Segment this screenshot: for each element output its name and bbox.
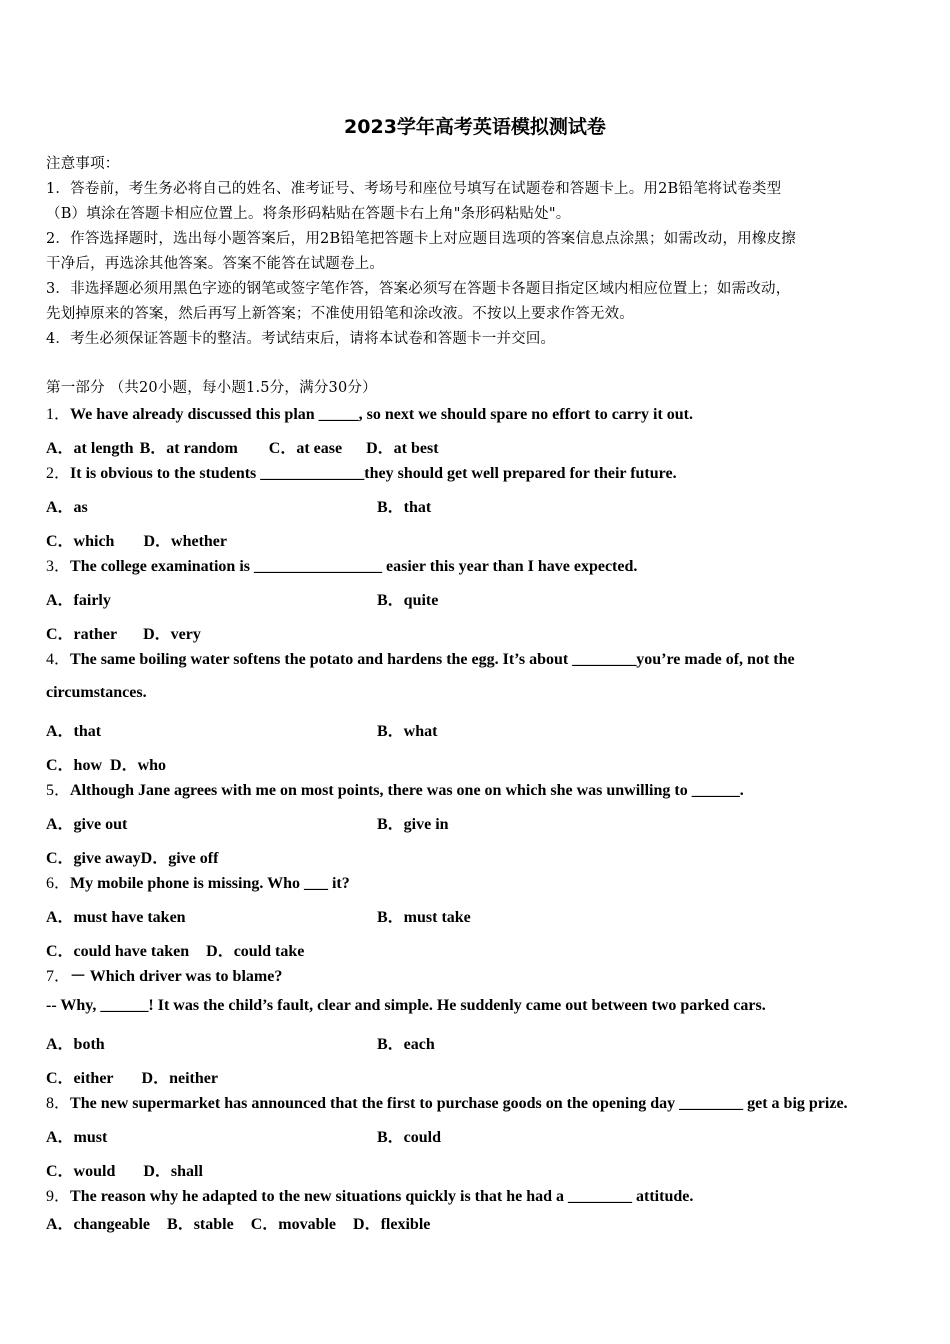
question-number: 8． xyxy=(46,1095,71,1112)
option-b[interactable]: B．each xyxy=(377,1036,435,1053)
option-c[interactable]: C．rather xyxy=(46,626,118,643)
question-5 xyxy=(46,777,926,800)
notice-line: 1．答卷前，考生务必将自己的姓名、准考证号、考场号和座位号填写在试题卷和答题卡上。用2B铅笔将试卷类型 xyxy=(46,181,782,197)
options-2-row1 xyxy=(46,494,926,517)
options-3-row1 xyxy=(46,587,926,610)
question-2 xyxy=(46,460,926,483)
question-number: 2． xyxy=(46,465,71,482)
option-d[interactable]: D．give off xyxy=(140,850,219,867)
option-b[interactable]: B．could xyxy=(377,1129,442,1146)
option-c[interactable]: C．could have taken xyxy=(46,943,190,960)
options-8-row1 xyxy=(46,1124,926,1147)
question-number: 3． xyxy=(46,558,71,575)
option-a[interactable]: A．fairly xyxy=(46,592,111,609)
options-4-row1 xyxy=(46,718,926,741)
option-a[interactable]: A．give out xyxy=(46,816,128,833)
option-d[interactable]: D．very xyxy=(143,626,201,643)
option-a[interactable]: A．must have taken xyxy=(46,909,186,926)
question-7 xyxy=(46,963,926,986)
option-b[interactable]: B．give in xyxy=(377,816,449,833)
notice-heading: 注意事项： xyxy=(46,156,120,172)
question-text: It is obvious to the students _____________they should get well prepared for their future. xyxy=(70,465,677,482)
option-d[interactable]: D．flexible xyxy=(353,1216,431,1233)
question-text: The same boiling water softens the potato and hardens the egg. It’s about ________you’re made of, not the xyxy=(70,651,795,668)
option-b[interactable]: B．quite xyxy=(377,592,439,609)
question-9 xyxy=(46,1183,926,1206)
option-a[interactable]: A．as xyxy=(46,499,88,516)
notice-line: 2．作答选择题时，选出每小题答案后，用2B铅笔把答题卡上对应题目选项的答案信息点涂黑；如需改动，用橡皮擦 xyxy=(46,231,797,247)
options-5-row2 xyxy=(46,845,926,868)
options-6-row2 xyxy=(46,938,926,961)
options-4-row2 xyxy=(46,752,926,775)
option-d[interactable]: D．neither xyxy=(141,1070,218,1087)
option-c[interactable]: C．give away xyxy=(46,850,141,867)
option-a[interactable]: A．must xyxy=(46,1129,108,1146)
question-text: － Which driver was to blame? xyxy=(70,968,283,985)
option-c[interactable]: C．would xyxy=(46,1163,116,1180)
notice-line: 干净后，再选涂其他答案。答案不能答在试题卷上。 xyxy=(46,256,385,272)
notice-line: 3．非选择题必须用黑色字迹的钢笔或签字笔作答，答案必须写在答题卡各题目指定区域内相应位置上；如需改动， xyxy=(46,281,791,297)
page-title: 2023学年高考英语模拟测试卷 xyxy=(344,116,606,138)
option-d[interactable]: D．shall xyxy=(143,1163,203,1180)
question-text: My mobile phone is missing. Who ___ it? xyxy=(70,875,350,892)
question-7-continued: -- Why, ______! It was the child’s fault, clear and simple. He suddenly came out between two parked cars. xyxy=(46,997,766,1014)
question-3 xyxy=(46,553,926,576)
question-text: The reason why he adapted to the new situations quickly is that he had a ________ attitude. xyxy=(70,1188,694,1205)
options-7-row2 xyxy=(46,1065,926,1088)
option-b[interactable]: B．at random xyxy=(139,440,238,457)
question-text: Although Jane agrees with me on most points, there was one on which she was unwilling to ______. xyxy=(70,782,744,799)
options-3-row2 xyxy=(46,621,926,644)
question-text: The new supermarket has announced that the first to purchase goods on the opening day ________ get a big prize. xyxy=(70,1095,848,1112)
option-a[interactable]: A．at length xyxy=(46,440,134,457)
question-4 xyxy=(46,646,926,669)
question-text: We have already discussed this plan _____, so next we should spare no effort to carry it out. xyxy=(70,406,693,423)
options-7-row1 xyxy=(46,1031,926,1054)
question-number: 4． xyxy=(46,651,71,668)
section-heading: 第一部分 （共20小题，每小题1.5分，满分30分） xyxy=(46,380,377,396)
option-c[interactable]: C．which xyxy=(46,533,115,550)
option-b[interactable]: B．that xyxy=(377,499,432,516)
option-a[interactable]: A．that xyxy=(46,723,102,740)
options-9 xyxy=(46,1211,926,1234)
options-5-row1 xyxy=(46,811,926,834)
option-d[interactable]: D．who xyxy=(110,757,167,774)
option-b[interactable]: B．stable xyxy=(167,1216,234,1233)
option-a[interactable]: A．both xyxy=(46,1036,105,1053)
question-4-continued: circumstances. xyxy=(46,684,147,701)
question-number: 9． xyxy=(46,1188,71,1205)
options-6-row1 xyxy=(46,904,926,927)
option-d[interactable]: D．could take xyxy=(206,943,305,960)
question-number: 7． xyxy=(46,968,71,985)
question-6 xyxy=(46,870,926,893)
options-1 xyxy=(46,435,926,458)
notice-line: （B）填涂在答题卡相应位置上。将条形码粘贴在答题卡右上角"条形码粘贴处"。 xyxy=(46,206,571,222)
option-b[interactable]: B．must take xyxy=(377,909,471,926)
option-c[interactable]: C．movable xyxy=(250,1216,337,1233)
question-number: 5． xyxy=(46,782,71,799)
option-c[interactable]: C．how xyxy=(46,757,103,774)
notice-line: 4．考生必须保证答题卡的整洁。考试结束后，请将本试卷和答题卡一并交回。 xyxy=(46,331,556,347)
option-b[interactable]: B．what xyxy=(377,723,438,740)
question-text: The college examination is ________________ easier this year than I have expected. xyxy=(70,558,638,575)
option-c[interactable]: C．at ease xyxy=(268,440,343,457)
options-8-row2 xyxy=(46,1158,926,1181)
notice-line: 先划掉原来的答案，然后再写上新答案；不准使用铅笔和涂改液。不按以上要求作答无效。 xyxy=(46,306,634,322)
option-d[interactable]: D．whether xyxy=(143,533,228,550)
option-a[interactable]: A．changeable xyxy=(46,1216,151,1233)
options-2-row2 xyxy=(46,528,926,551)
question-number: 1． xyxy=(46,406,71,423)
question-8 xyxy=(46,1090,926,1113)
question-1 xyxy=(46,401,926,424)
option-d[interactable]: D．at best xyxy=(366,440,439,457)
question-number: 6． xyxy=(46,875,71,892)
option-c[interactable]: C．either xyxy=(46,1070,114,1087)
